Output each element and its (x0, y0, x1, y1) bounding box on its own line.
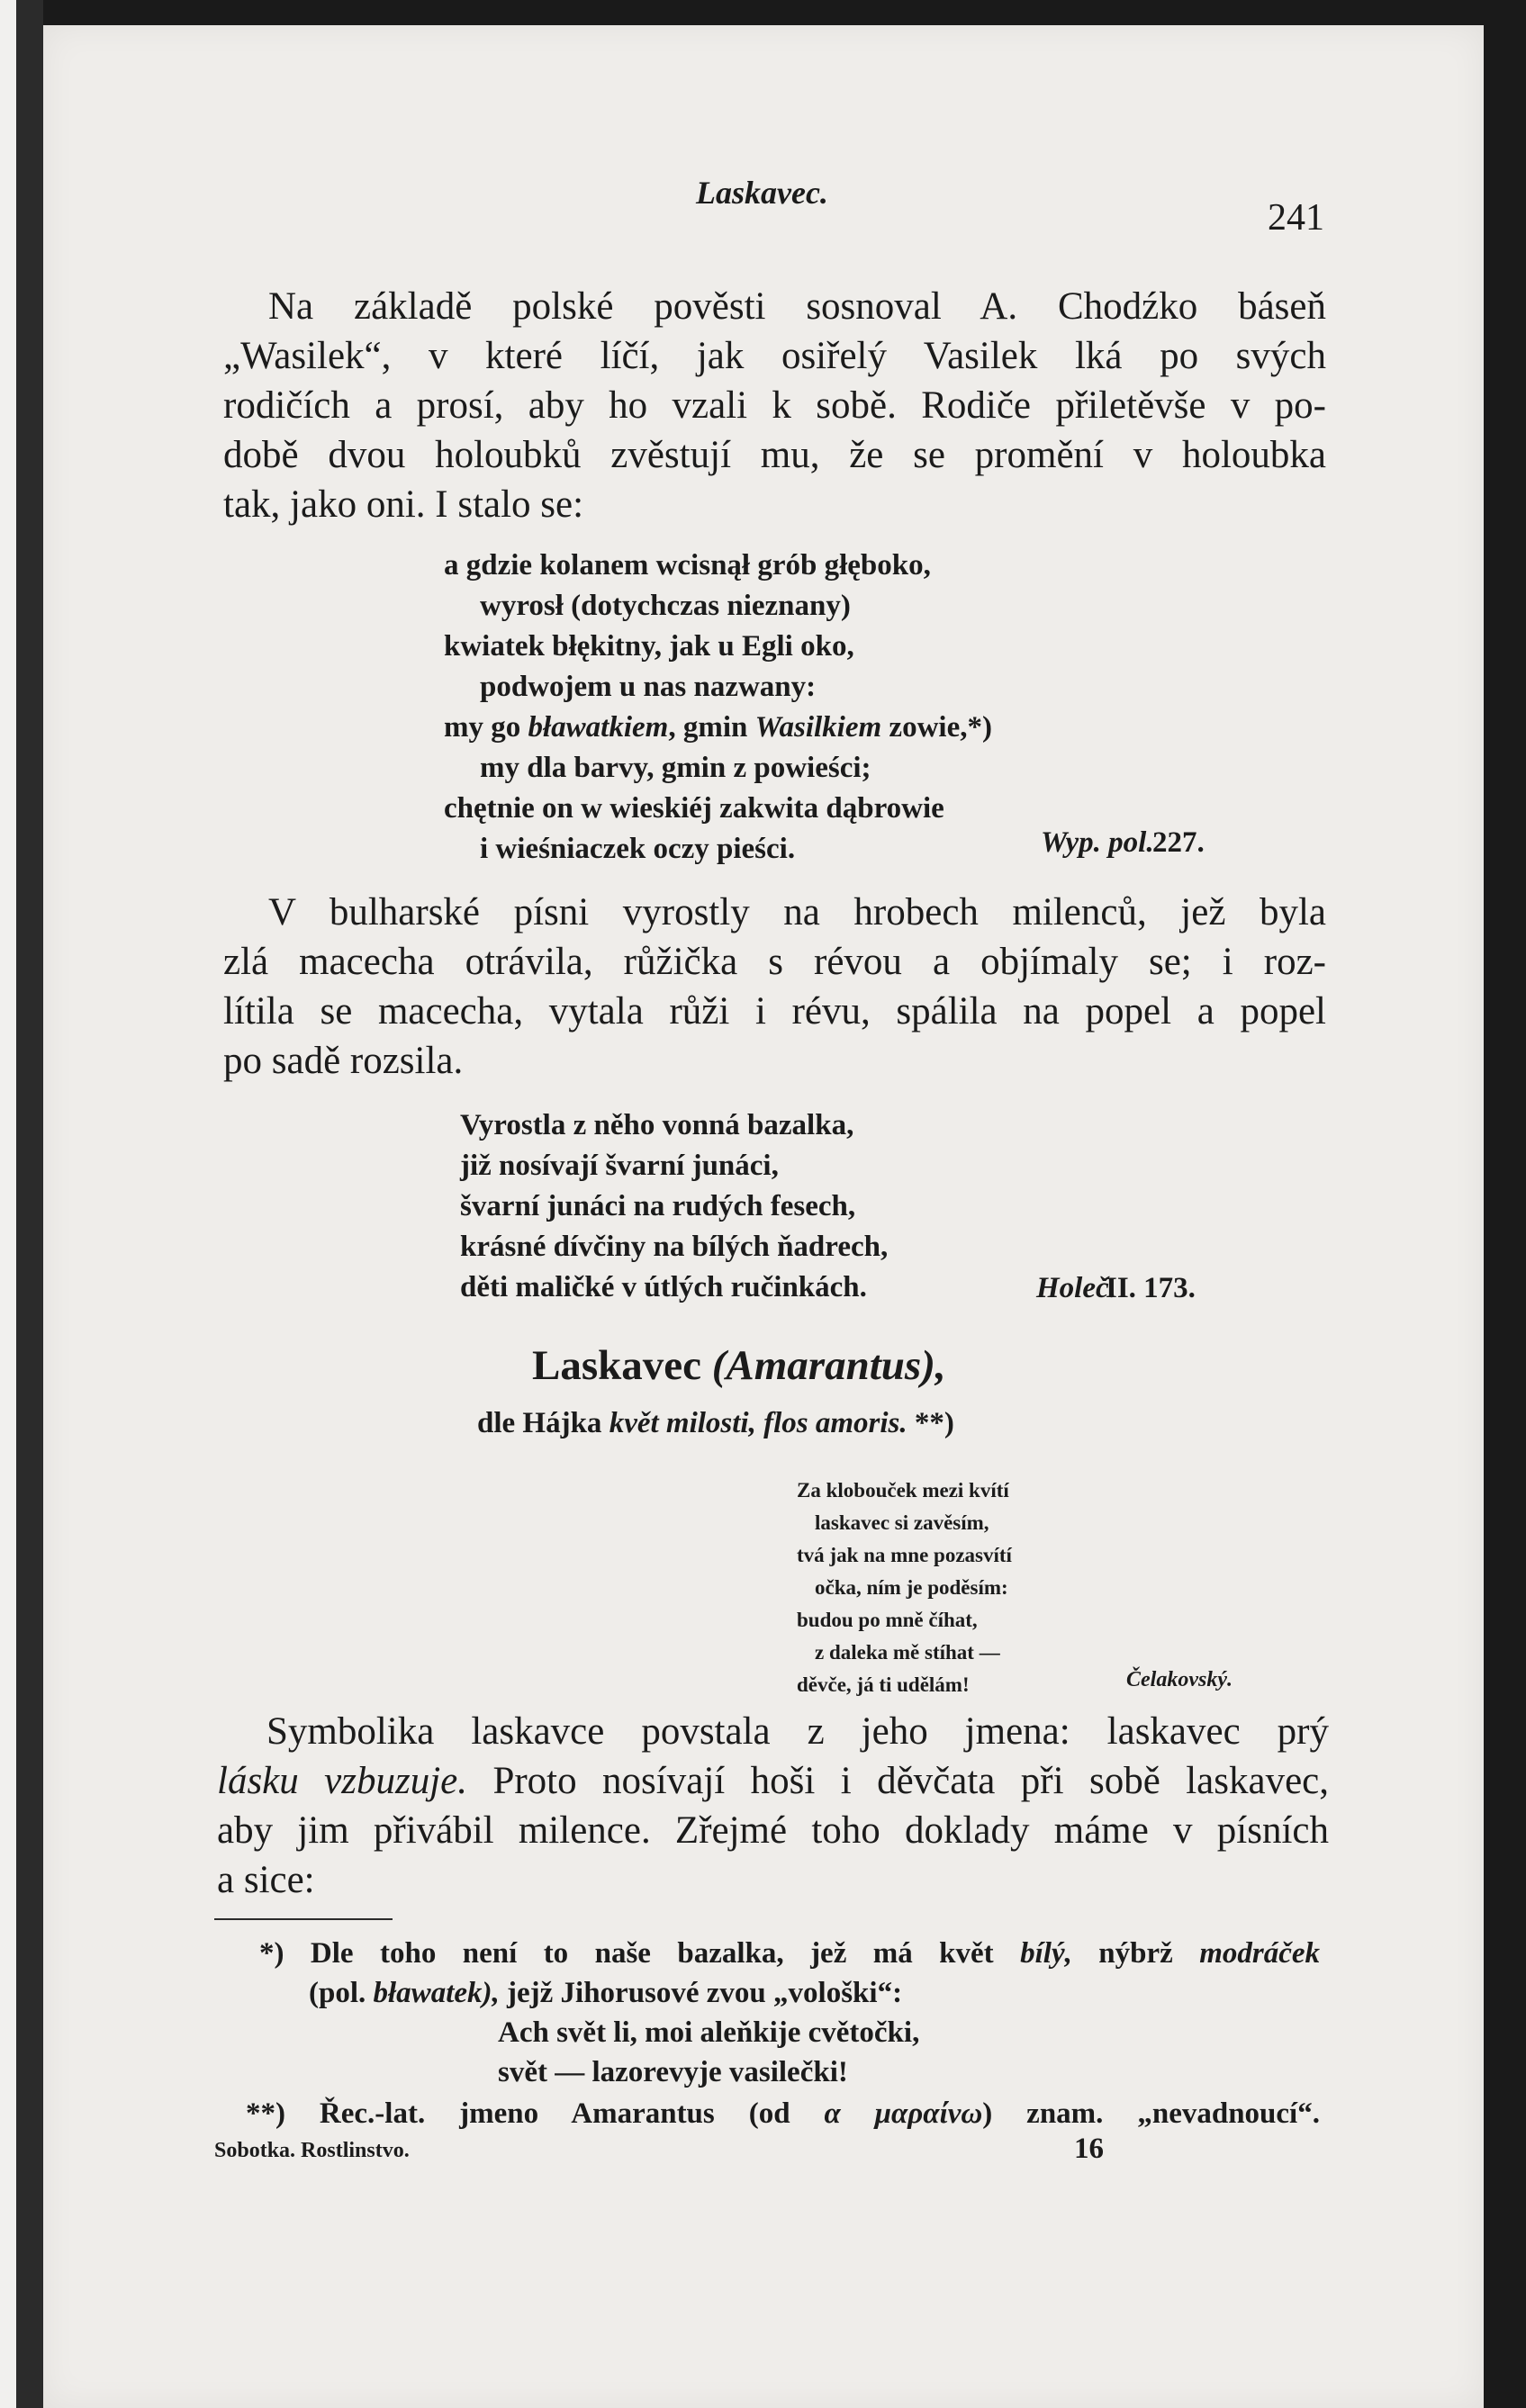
verse-line: děvče, já ti udělám! (797, 1673, 970, 1696)
text-line: Na základě polské pověsti sosnoval A. Chodźko báseň (268, 285, 1326, 328)
verse-line: wyrosł (dotychczas nieznany) (480, 590, 851, 622)
verse-line: laskavec si zavěsím, (815, 1511, 989, 1534)
footnote-1-verse-line: Ach svět li, moi aleňkije cvětočki, (498, 2016, 920, 2049)
footnote-1-verse-line: svět — lazorevyje vasilečki! (498, 2056, 848, 2088)
footnote-divider (214, 1918, 393, 1920)
footnote-2 (246, 2094, 1320, 2133)
verse-fragment: my go (444, 711, 528, 744)
text-fragment-italic: lásku vzbuzuje. (217, 1760, 468, 1802)
verse-citation-source: Wyp. pol. (1041, 826, 1154, 859)
page-number: 241 (1268, 197, 1324, 239)
footnote-fragment: *) Dle toho není to naše bazalka, jež má květ (259, 1937, 1021, 1970)
footnote-fragment-italic: modráček (1199, 1937, 1321, 1970)
verse-citation-author: Čelakovský. (1126, 1668, 1233, 1691)
printer-signature: Sobotka. Rostlinstvo. (214, 2139, 410, 2162)
text-line: tak, jako oni. I stalo se: (223, 483, 584, 526)
verse-fragment-italic: bławatkiem (528, 711, 669, 744)
verse-line (444, 708, 992, 748)
footnote-fragment: (pol. (309, 1977, 374, 2009)
verse-line: děti maličké v útlých ručinkách. (460, 1271, 867, 1303)
text-line: a sice: (217, 1859, 315, 1901)
book-page (43, 25, 1484, 2408)
signature-number: 16 (1074, 2133, 1104, 2165)
text-line: „Wasilek“, v které líčí, jak osiřelý Vasilek lká po svých (223, 335, 1326, 377)
verse-citation-page: II. 173. (1106, 1272, 1196, 1304)
verse-line: očka, ním je poděsím: (815, 1576, 1008, 1599)
paragraph-chodzko (223, 282, 1326, 529)
verse-line: budou po mně číhat, (797, 1609, 978, 1631)
subtitle-fragment: **) (907, 1407, 954, 1439)
section-heading-name: Laskavec (532, 1342, 701, 1389)
section-heading (532, 1341, 946, 1390)
verse-line: chętnie on w wieskiéj zakwita dąbrowie (444, 792, 944, 825)
text-line: zlá macecha otrávila, růžička s révou a objímaly se; i roz- (223, 941, 1326, 983)
text-line: V bulharské písni vyrostly na hrobech milenců, jež byla (268, 891, 1326, 933)
footnote-fragment-italic: bílý, (1020, 1937, 1072, 1970)
subtitle-fragment: dle Hájka (477, 1407, 609, 1439)
verse-line: z daleka mě stíhat — (815, 1641, 1000, 1664)
verse-line: Vyrostla z něho vonná bazalka, (460, 1109, 854, 1141)
left-page-edge (0, 0, 16, 2408)
text-line (217, 1756, 1329, 1806)
verse-line: již nosívají švarní junáci, (460, 1150, 779, 1182)
verse-citation-source: Holeč. (1036, 1272, 1116, 1304)
subtitle-fragment-italic: květ milosti, flos amoris. (609, 1407, 907, 1439)
verse-line: tvá jak na mne pozasvítí (797, 1544, 1012, 1566)
verse-fragment: , gmin (668, 711, 755, 744)
verse-celakovsky (797, 1475, 1012, 1701)
footnote-fragment: nýbrž (1071, 1937, 1200, 1970)
verse-bulgarian (460, 1105, 888, 1308)
verse-line: podwojem u nas nazwany: (480, 671, 817, 703)
text-fragment: Proto nosívají hoši i děvčata při sobě laskavec, (467, 1760, 1329, 1802)
verse-line: krásné dívčiny na bílých ňadrech, (460, 1231, 889, 1263)
verse-fragment: zowie,*) (881, 711, 992, 744)
footnote-fragment: ) znam. „nevadnoucí“. (982, 2097, 1320, 2130)
footnote-fragment: **) Řec.-lat. jmeno Amarantus (od (246, 2097, 825, 2130)
verse-fragment-italic: Wasilkiem (754, 711, 882, 744)
paragraph-symbolika (217, 1707, 1329, 1905)
footnote-1 (259, 1934, 1320, 1973)
footnote-fragment-greek: α μαραίνω (824, 2097, 983, 2130)
verse-line: švarní junáci na rudých fesech, (460, 1190, 856, 1222)
verse-line: kwiatek błękitny, jak u Egli oko, (444, 630, 854, 663)
running-header-title: Laskavec. (696, 175, 828, 211)
text-line: rodičích a prosí, aby ho vzali k sobě. Rodiče přiletěvše v po- (223, 384, 1326, 427)
verse-line: a gdzie kolanem wcisnął grób głęboko, (444, 549, 931, 582)
text-line: době dvou holoubků zvěstují mu, že se promění v holoubka (223, 434, 1326, 476)
section-heading-latin: (Amarantus), (711, 1342, 946, 1389)
footnote-1-line-2 (309, 1973, 902, 2013)
text-line: po sadě rozsila. (223, 1040, 464, 1082)
footnote-fragment-italic: bławatek), (373, 1977, 500, 2009)
book-gutter (16, 0, 43, 2408)
verse-citation-page: 227. (1152, 826, 1205, 859)
verse-polish (444, 546, 992, 870)
footnote-fragment: jejž Jihorusové zvou „vološki“: (499, 1977, 903, 2009)
paragraph-bulgarian (223, 888, 1326, 1086)
text-line: aby jim přivábil milence. Zřejmé toho doklady máme v písních (217, 1809, 1329, 1852)
section-subtitle (477, 1407, 954, 1440)
text-line: Symbolika laskavce povstala z jeho jmena: laskavec prý (266, 1710, 1329, 1753)
text-line: lítila se macecha, vytala růži i révu, spálila na popel a popel (223, 990, 1326, 1033)
verse-line: i wieśniaczek oczy pieści. (480, 833, 796, 865)
verse-line: Za klobouček mezi kvítí (797, 1479, 1009, 1502)
verse-line: my dla barvy, gmin z powieści; (480, 752, 871, 784)
